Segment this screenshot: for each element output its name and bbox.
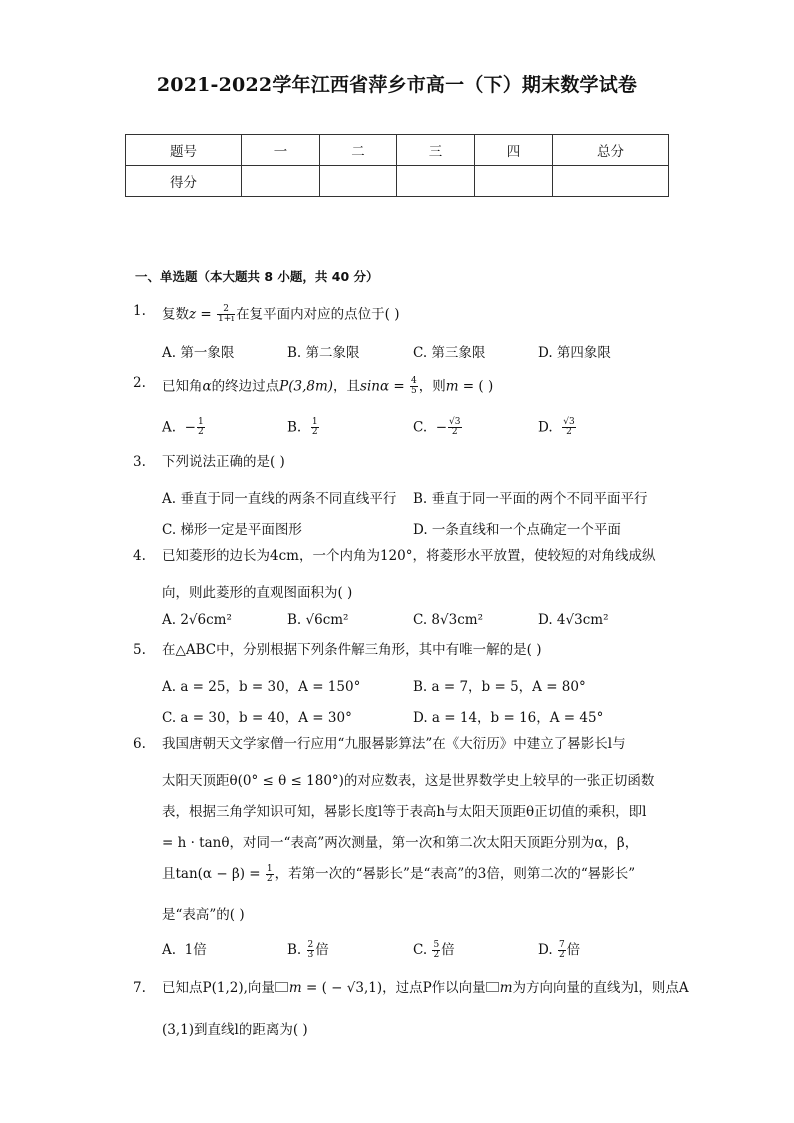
option-sign: − bbox=[184, 419, 196, 436]
fraction bbox=[311, 418, 319, 438]
math-expression: P(3,8m) bbox=[279, 378, 334, 395]
score-cell[interactable] bbox=[553, 166, 669, 197]
fraction bbox=[562, 418, 575, 438]
vector-arrow-icon bbox=[486, 982, 499, 992]
option-c: C. 梯形一定是平面图形 bbox=[162, 522, 302, 538]
fraction-numerator: 7 bbox=[558, 939, 565, 950]
question-text-line bbox=[162, 982, 689, 996]
score-header-cell: 四 bbox=[475, 135, 553, 166]
question-number: 1. bbox=[133, 303, 146, 319]
question-text-part: 复数 bbox=[162, 306, 189, 323]
fraction-denominator: 2 bbox=[197, 427, 204, 438]
fraction-denominator: 2 bbox=[558, 950, 565, 960]
question-text: 在△ABC中，分别根据下列条件解三角形，其中有唯一解的是( ) bbox=[162, 642, 542, 658]
option-a bbox=[162, 418, 206, 438]
section-heading: 一、单选题（本大题共 8 小题，共 40 分） bbox=[135, 269, 379, 284]
question-text-part: ，且 bbox=[333, 378, 361, 395]
page-title: 2021-2022学年江西省萍乡市高一（下）期末数学试卷 bbox=[156, 74, 638, 96]
question-text-line: 是“表高”的( ) bbox=[162, 907, 245, 923]
score-row-label: 得分 bbox=[126, 166, 242, 197]
score-header-cell: 一 bbox=[242, 135, 320, 166]
vector-arrow-icon bbox=[275, 982, 288, 992]
fraction bbox=[197, 418, 205, 438]
score-header-cell: 总分 bbox=[553, 135, 669, 166]
fraction bbox=[410, 377, 418, 397]
option-label: A. bbox=[162, 942, 177, 958]
question-text-line: 我国唐朝天文学家僧一行应用“九服晷影算法”在《大衍历》中建立了晷影长l与 bbox=[162, 736, 626, 752]
score-cell[interactable] bbox=[397, 166, 475, 197]
option-text: 倍 bbox=[315, 942, 329, 958]
score-header-cell: 三 bbox=[397, 135, 475, 166]
score-table bbox=[125, 134, 669, 197]
question-text-part: = ( − √3,1)，过点P作以向量 bbox=[301, 980, 486, 996]
question-text-part: ，则 bbox=[418, 378, 446, 395]
fraction bbox=[432, 941, 440, 961]
question-text-part: 已知角 bbox=[162, 378, 203, 395]
question-number: 4. bbox=[133, 548, 146, 564]
question-number: 7. bbox=[133, 980, 146, 996]
question-text-part: 在复平面内对应的点位于( ) bbox=[236, 306, 400, 323]
fraction bbox=[217, 305, 235, 325]
math-symbol: α bbox=[202, 378, 212, 395]
score-header-cell: 题号 bbox=[126, 135, 242, 166]
question-text-part: 已知点P(1,2),向量 bbox=[162, 980, 275, 996]
option-a: A. 2√6cm² bbox=[162, 612, 232, 628]
question-text: 下列说法正确的是( ) bbox=[162, 454, 285, 470]
fraction-denominator: 2 bbox=[311, 427, 318, 438]
math-symbol: m bbox=[288, 980, 302, 996]
option-c: C. 第三象限 bbox=[413, 345, 486, 361]
question-text-line: 向，则此菱形的直观图面积为( ) bbox=[162, 585, 353, 601]
option-text: 倍 bbox=[441, 942, 455, 958]
fraction-denominator: 2 bbox=[451, 427, 458, 438]
option-d bbox=[538, 418, 577, 438]
question-number: 6. bbox=[133, 736, 146, 752]
option-b bbox=[287, 938, 329, 960]
question-text-line: 表，根据三角学知识可知，晷影长度l等于表高h与太阳天顶距θ正切值的乘积，即l bbox=[162, 804, 647, 820]
option-b: B. 第二象限 bbox=[287, 345, 360, 361]
option-c bbox=[413, 418, 463, 438]
fraction-numerator: 1 bbox=[197, 417, 204, 427]
option-a: A. 垂直于同一直线的两条不同直线平行 bbox=[162, 491, 397, 507]
fraction-numerator: 1 bbox=[311, 417, 318, 427]
question-text bbox=[162, 305, 400, 325]
option-b: B. a = 7，b = 5，A = 80° bbox=[413, 679, 586, 695]
question-text-part: ，若第一次的“晷影长”是“表高”的3倍，则第二次的“晷影长” bbox=[274, 866, 636, 882]
score-table-header-row bbox=[126, 135, 669, 166]
option-label: B. bbox=[287, 419, 302, 436]
fraction bbox=[448, 418, 461, 438]
fraction bbox=[558, 941, 566, 961]
fraction-denominator: 2 bbox=[433, 950, 440, 960]
option-sign: − bbox=[435, 419, 448, 436]
fraction-numerator: 5 bbox=[433, 939, 440, 950]
question-text-line: 已知菱形的边长为4cm，一个内角为120°，将菱形水平放置，使较短的对角线成纵 bbox=[162, 548, 656, 564]
option-a: A. 第一象限 bbox=[162, 345, 235, 361]
option-b: B. 垂直于同一平面的两个不同平面平行 bbox=[413, 491, 648, 507]
fraction-numerator: 2 bbox=[307, 939, 314, 950]
question-number: 5. bbox=[133, 642, 146, 658]
fraction bbox=[307, 941, 315, 961]
question-text-part: 且tan(α − β) = bbox=[162, 866, 265, 882]
option-a: A. a = 25，b = 30，A = 150° bbox=[162, 679, 361, 695]
option-d: D. a = 14，b = 16，A = 45° bbox=[413, 710, 604, 726]
option-label: D. bbox=[538, 942, 553, 958]
fraction-denominator: 2 bbox=[566, 427, 572, 438]
option-label: C. bbox=[413, 419, 428, 436]
question-text-part: 为方向向量的直线为l，则点A bbox=[512, 980, 689, 996]
question-number: 3. bbox=[133, 454, 146, 470]
question-text-line: (3,1)到直线l的距离为( ) bbox=[162, 1022, 308, 1038]
score-header-cell: 二 bbox=[320, 135, 397, 166]
fraction-numerator: 4 bbox=[410, 376, 417, 386]
question-text bbox=[162, 377, 493, 397]
score-cell[interactable] bbox=[242, 166, 320, 197]
fraction-denominator: 1+i bbox=[218, 314, 235, 325]
option-text: 1倍 bbox=[184, 942, 207, 958]
score-table-score-row bbox=[126, 166, 669, 197]
option-label: D. bbox=[538, 419, 553, 436]
score-cell[interactable] bbox=[475, 166, 553, 197]
fraction-denominator: 3 bbox=[307, 950, 314, 960]
question-text-line: = h · tanθ，对同一“表高”两次测量，第一次和第二次太阳天顶距分别为α，β， bbox=[162, 835, 639, 851]
option-d: D. 第四象限 bbox=[538, 345, 611, 361]
option-a bbox=[162, 938, 207, 958]
option-d: D. 4√3cm² bbox=[538, 612, 609, 628]
question-text-part: = ( ) bbox=[458, 378, 494, 395]
option-d bbox=[538, 938, 580, 960]
fraction-denominator: 5 bbox=[410, 386, 417, 397]
option-label: C. bbox=[413, 942, 428, 958]
question-text-line: 太阳天顶距θ(0° ≤ θ ≤ 180°)的对应数表，这是世界数学史上较早的一张正切函数 bbox=[162, 773, 655, 789]
question-text-line bbox=[162, 862, 635, 884]
option-label: B. bbox=[287, 942, 302, 958]
option-c: C. 8√3cm² bbox=[413, 612, 483, 628]
math-symbol: m bbox=[499, 980, 513, 996]
option-c: C. a = 30，b = 40，A = 30° bbox=[162, 710, 352, 726]
question-text-part: 的终边过点 bbox=[211, 378, 280, 395]
question-number: 2. bbox=[133, 375, 146, 391]
option-label: A. bbox=[162, 419, 177, 436]
fraction-numerator: 2 bbox=[217, 305, 235, 315]
math-expression: z = bbox=[189, 306, 217, 323]
fraction bbox=[266, 865, 274, 885]
fraction-numerator: 1 bbox=[266, 863, 273, 874]
option-b bbox=[287, 418, 320, 438]
option-c bbox=[413, 938, 455, 960]
fraction-numerator: √3 bbox=[449, 417, 461, 427]
score-cell[interactable] bbox=[320, 166, 397, 197]
fraction-denominator: 2 bbox=[266, 874, 273, 884]
option-d: D. 一条直线和一个点确定一个平面 bbox=[413, 522, 621, 538]
math-expression: sinα = bbox=[360, 378, 409, 395]
math-symbol: m bbox=[445, 378, 459, 395]
option-b: B. √6cm² bbox=[287, 612, 349, 628]
fraction-numerator: √3 bbox=[563, 417, 575, 427]
option-text: 倍 bbox=[566, 942, 581, 958]
